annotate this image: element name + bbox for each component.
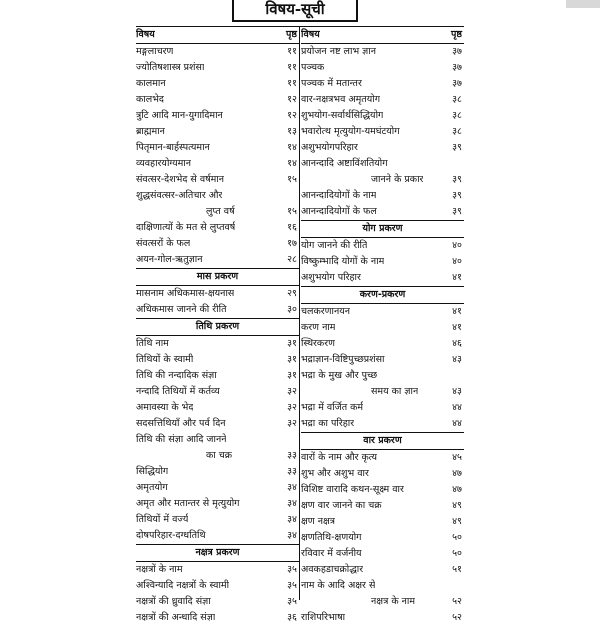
entry-page-number: ३२ — [287, 402, 297, 413]
entry-topic: भद्रा के मुख और पुच्छ — [301, 370, 378, 381]
entry-topic: संवत्सरों के फल — [136, 238, 191, 249]
entry-topic: तिथियों के स्वामी — [136, 354, 194, 365]
entry-page-number: ५२ — [452, 596, 462, 607]
entry-topic: अमावस्या के भेद — [136, 402, 194, 413]
entry-topic: व्यवहारयोग्यमान — [136, 158, 191, 169]
entry-page-number: ४३ — [452, 386, 462, 397]
contents-entry — [136, 188, 299, 204]
contents-entry — [136, 302, 299, 318]
entry-topic: अशुभयोगपरिहार — [301, 142, 358, 153]
contents-entry — [301, 450, 464, 466]
entry-page-number: ३८ — [452, 126, 462, 137]
entry-page-number: ४६ — [452, 338, 462, 349]
section-heading — [136, 268, 299, 286]
entry-topic: अवकहडाचक्रोद्धार — [301, 564, 364, 575]
contents-entry — [136, 416, 299, 432]
right-column — [301, 27, 464, 623]
entry-topic: अयन-गोल-ऋतुज्ञान — [136, 254, 203, 265]
entry-page-number: ४४ — [452, 418, 462, 429]
entry-page-number: ११ — [287, 62, 297, 73]
entry-page-number: ४५ — [452, 452, 462, 463]
right-header-page: पृष्ठ — [451, 29, 462, 40]
entry-page-number: ५० — [452, 532, 462, 543]
contents-entry — [136, 252, 299, 268]
contents-entry — [136, 44, 299, 60]
entry-topic: दोषपरिहार-दग्धतिथि — [136, 530, 206, 541]
entry-page-number: ३१ — [287, 370, 297, 381]
entry-topic: ब्राह्ममान — [136, 126, 165, 137]
entry-topic: क्षणतिथि-क्षणयोग — [301, 532, 362, 543]
entry-page-number: ४७ — [452, 468, 462, 479]
section-title: तिथि प्रकरण — [195, 321, 240, 332]
entry-topic: नक्षत्रों की अन्धादि संज्ञा — [136, 612, 216, 623]
entry-page-number: १४ — [287, 142, 297, 153]
contents-entry — [301, 304, 464, 320]
section-heading — [301, 432, 464, 450]
contents-entry — [301, 172, 464, 188]
contents-entry — [136, 172, 299, 188]
entry-page-number: ३४ — [287, 514, 297, 525]
entry-topic: लुप्त वर्ष — [206, 206, 235, 217]
entry-topic: वार-नक्षत्रभव अमृतयोग — [301, 94, 381, 105]
contents-entry — [136, 384, 299, 400]
contents-entry — [301, 368, 464, 384]
entry-page-number: ३२ — [287, 418, 297, 429]
entry-topic: क्षण वार जानने का चक्र — [301, 500, 382, 511]
entry-topic: नक्षत्रों के नाम — [136, 564, 183, 575]
entry-page-number: ४४ — [452, 402, 462, 413]
entry-topic: आनन्दादियोगों के नाम — [301, 190, 377, 201]
entry-topic: राशिपरिभाषा — [301, 612, 346, 623]
entry-topic: सदसत्तिथियाँ और पर्व दिन — [136, 418, 226, 429]
entry-page-number: १२ — [287, 110, 297, 121]
left-column-header — [136, 27, 299, 44]
entry-page-number: ३९ — [452, 206, 462, 217]
entry-topic: ज्योतिषशास्त्र प्रशंसा — [136, 62, 205, 73]
contents-entry — [136, 108, 299, 124]
entry-topic: अमृत और मतान्तर से मृत्युयोग — [136, 498, 240, 509]
entry-page-number: ३९ — [452, 190, 462, 201]
contents-entry — [136, 480, 299, 496]
entry-topic: मासनाम अधिकमास-क्षयनास — [136, 288, 235, 299]
entry-page-number: २८ — [287, 254, 297, 265]
entry-topic: नाम के आदि अक्षर से — [301, 580, 376, 591]
entry-topic: का चक्र — [206, 450, 233, 461]
contents-entry — [301, 238, 464, 254]
entry-page-number: ३३ — [287, 466, 297, 477]
contents-entry — [136, 368, 299, 384]
entry-page-number: ३९ — [452, 174, 462, 185]
entry-topic: विष्कुम्भादि योगों के नाम — [301, 256, 385, 267]
entry-page-number: १७ — [287, 238, 297, 249]
contents-entry — [301, 92, 464, 108]
entry-page-number: ३५ — [287, 580, 297, 591]
contents-entry — [136, 594, 299, 610]
contents-entry — [301, 384, 464, 400]
entry-topic: अश्विन्यादि नक्षत्रों के स्वामी — [136, 580, 230, 591]
entry-page-number: १५ — [287, 174, 297, 185]
entry-topic: भद्राज्ञान-विष्टिपुच्छप्रशंसा — [301, 354, 385, 365]
entry-topic: अशुभयोग परिहार — [301, 272, 361, 283]
entry-topic: भवारोत्थ मृत्युयोग-यमघंटयोग — [301, 126, 400, 137]
entry-topic: नक्षत्रों की ध्रुवादि संज्ञा — [136, 596, 211, 607]
entry-page-number: ४९ — [452, 516, 462, 527]
contents-entry — [136, 610, 299, 626]
contents-entry — [301, 352, 464, 368]
entry-topic: संवत्सर-देशभेद से वर्षमान — [136, 174, 225, 185]
entry-page-number: ३७ — [452, 46, 462, 57]
section-title: वार प्रकरण — [363, 435, 402, 446]
entry-page-number: ३० — [287, 304, 297, 315]
contents-entry — [136, 76, 299, 92]
entry-page-number: १४ — [287, 158, 297, 169]
contents-table — [136, 27, 464, 623]
entry-topic: मङ्गलाचरण — [136, 46, 174, 57]
entry-page-number: ५१ — [452, 564, 462, 575]
page-title: विषय-सूची — [232, 0, 358, 22]
contents-entry — [301, 320, 464, 336]
entry-page-number: ४९ — [452, 500, 462, 511]
entry-page-number: ५२ — [452, 612, 462, 623]
contents-entry — [301, 60, 464, 76]
entry-page-number: ३२ — [287, 386, 297, 397]
contents-entry — [136, 578, 299, 594]
entry-topic: नन्दादि तिथियों में कर्तव्य — [136, 386, 220, 397]
title-area — [0, 0, 600, 26]
entry-page-number: ४० — [452, 240, 462, 251]
contents-entry — [301, 498, 464, 514]
entry-page-number: ३१ — [287, 354, 297, 365]
entry-topic: क्षण नक्षत्र — [301, 516, 336, 527]
entry-topic: नक्षत्र के नाम — [371, 596, 416, 607]
contents-entry — [136, 352, 299, 368]
contents-entry — [136, 528, 299, 544]
contents-entry — [301, 482, 464, 498]
entry-page-number: ३३ — [287, 450, 297, 461]
entry-topic: भद्रा का परिहार — [301, 418, 355, 429]
contents-entry — [136, 464, 299, 480]
contents-entry — [301, 270, 464, 286]
entry-topic: त्रुटि आदि मान-युगादिमान — [136, 110, 223, 121]
entry-page-number: ४३ — [452, 354, 462, 365]
contents-entry — [136, 60, 299, 76]
entry-topic: तिथि नाम — [136, 338, 169, 349]
entry-topic: तिथि की नन्दादिक संज्ञा — [136, 370, 217, 381]
entry-topic: वारों के नाम और कृत्य — [301, 452, 378, 463]
contents-entry — [301, 562, 464, 578]
contents-entry — [136, 140, 299, 156]
section-heading — [301, 220, 464, 238]
entry-topic: तिथि की संज्ञा आदि जानने — [136, 434, 227, 445]
contents-entry — [301, 578, 464, 594]
contents-entry — [301, 254, 464, 270]
entry-topic: अमृतयोग — [136, 482, 168, 493]
section-title: नक्षत्र प्रकरण — [195, 547, 240, 558]
entry-page-number: ४१ — [452, 322, 462, 333]
contents-entry — [301, 400, 464, 416]
entry-page-number: ४१ — [452, 306, 462, 317]
entry-topic: अधिकमास जानने की रीति — [136, 304, 227, 315]
entry-page-number: १६ — [287, 222, 297, 233]
entry-page-number: ३८ — [452, 110, 462, 121]
entry-topic: भद्रा में वर्जित कर्म — [301, 402, 364, 413]
entry-topic: प्रयोजन नष्ट लाभ ज्ञान — [301, 46, 376, 57]
entry-topic: जानने के प्रकार — [371, 174, 424, 185]
entry-topic: चलकरणानयन — [301, 306, 351, 317]
entry-topic: पितृमान-बार्हस्पत्यमान — [136, 142, 210, 153]
entry-page-number: १३ — [287, 126, 297, 137]
contents-entry — [136, 236, 299, 252]
right-header-topic: विषय — [301, 29, 320, 40]
left-header-page: पृष्ठ — [286, 29, 297, 40]
section-heading — [301, 286, 464, 304]
contents-entry — [301, 156, 464, 172]
right-column-header — [301, 27, 464, 44]
entry-page-number: ३१ — [287, 338, 297, 349]
section-title: मास प्रकरण — [196, 271, 239, 282]
entry-page-number: ३५ — [287, 596, 297, 607]
entry-page-number: २९ — [287, 288, 297, 299]
entry-page-number: ३५ — [287, 564, 297, 575]
entry-page-number: ५० — [452, 548, 462, 559]
section-title: करण-प्रकरण — [359, 289, 406, 300]
entry-topic: पञ्चक में मतान्तर — [301, 78, 362, 89]
contents-entry — [301, 76, 464, 92]
contents-entry — [136, 336, 299, 352]
entry-page-number: ३४ — [287, 482, 297, 493]
entry-topic: विशिष्ट वारादि कथन-सूक्ष्म वार — [301, 484, 404, 495]
contents-entry — [136, 204, 299, 220]
contents-entry — [301, 204, 464, 220]
entry-page-number: ४० — [452, 256, 462, 267]
entry-page-number: ३४ — [287, 498, 297, 509]
entry-topic: शुभयोग-सर्वार्थसिद्धियोग — [301, 110, 384, 121]
contents-entry — [136, 220, 299, 236]
left-header-topic: विषय — [136, 29, 155, 40]
entry-page-number: ४१ — [452, 272, 462, 283]
contents-entry — [136, 496, 299, 512]
entry-page-number: ३७ — [452, 78, 462, 89]
section-heading — [136, 544, 299, 562]
contents-entry — [301, 514, 464, 530]
entry-topic: शुभ और अशुभ वार — [301, 468, 369, 479]
entry-page-number: १५ — [287, 206, 297, 217]
entry-topic: करण नाम — [301, 322, 336, 333]
contents-entry — [301, 44, 464, 60]
corner-tab — [566, 0, 600, 8]
contents-entry — [301, 188, 464, 204]
entry-page-number: ३८ — [452, 94, 462, 105]
contents-entry — [301, 124, 464, 140]
entry-topic: कालमान — [136, 78, 166, 89]
contents-entry — [136, 286, 299, 302]
entry-page-number: ३६ — [287, 612, 297, 623]
contents-entry — [301, 610, 464, 626]
entry-topic: दाक्षिणात्यों के मत से लुप्तवर्ष — [136, 222, 236, 233]
entry-page-number: ३७ — [452, 62, 462, 73]
contents-entry — [136, 448, 299, 464]
entry-page-number: ४७ — [452, 484, 462, 495]
entry-page-number: ११ — [287, 46, 297, 57]
contents-entry — [301, 416, 464, 432]
contents-entry — [136, 562, 299, 578]
contents-entry — [301, 594, 464, 610]
entry-page-number: ३४ — [287, 530, 297, 541]
entry-topic: शुद्धसंवत्सर-अतिचार और — [136, 190, 223, 201]
entry-topic: आनन्दादि अष्टाविंशतियोग — [301, 158, 388, 169]
entry-page-number: ३९ — [452, 142, 462, 153]
contents-entry — [301, 336, 464, 352]
contents-entry — [301, 140, 464, 156]
contents-entry — [301, 546, 464, 562]
entry-page-number: १२ — [287, 94, 297, 105]
contents-entry — [301, 530, 464, 546]
section-title: योग प्रकरण — [362, 223, 403, 234]
entry-topic: आनन्दादियोगों के फल — [301, 206, 377, 217]
contents-entry — [301, 108, 464, 124]
entry-topic: पञ्चक — [301, 62, 325, 73]
contents-entry — [136, 512, 299, 528]
contents-entry — [136, 156, 299, 172]
contents-entry — [136, 432, 299, 448]
contents-entry — [301, 466, 464, 482]
section-heading — [136, 318, 299, 336]
contents-entry — [136, 400, 299, 416]
entry-topic: समय का ज्ञान — [371, 386, 419, 397]
entry-topic: कालभेद — [136, 94, 164, 105]
entry-topic: सिद्धियोग — [136, 466, 169, 477]
column-divider — [299, 27, 300, 600]
entry-page-number: ११ — [287, 78, 297, 89]
contents-entry — [136, 124, 299, 140]
entry-topic: रविवार में वर्जनीय — [301, 548, 362, 559]
contents-entry — [136, 92, 299, 108]
entry-topic: योग जानने की रीति — [301, 240, 368, 251]
entry-topic: स्थिरकरण — [301, 338, 335, 349]
entry-topic: तिथियों में वर्ज्य — [136, 514, 189, 525]
left-column — [136, 27, 299, 623]
